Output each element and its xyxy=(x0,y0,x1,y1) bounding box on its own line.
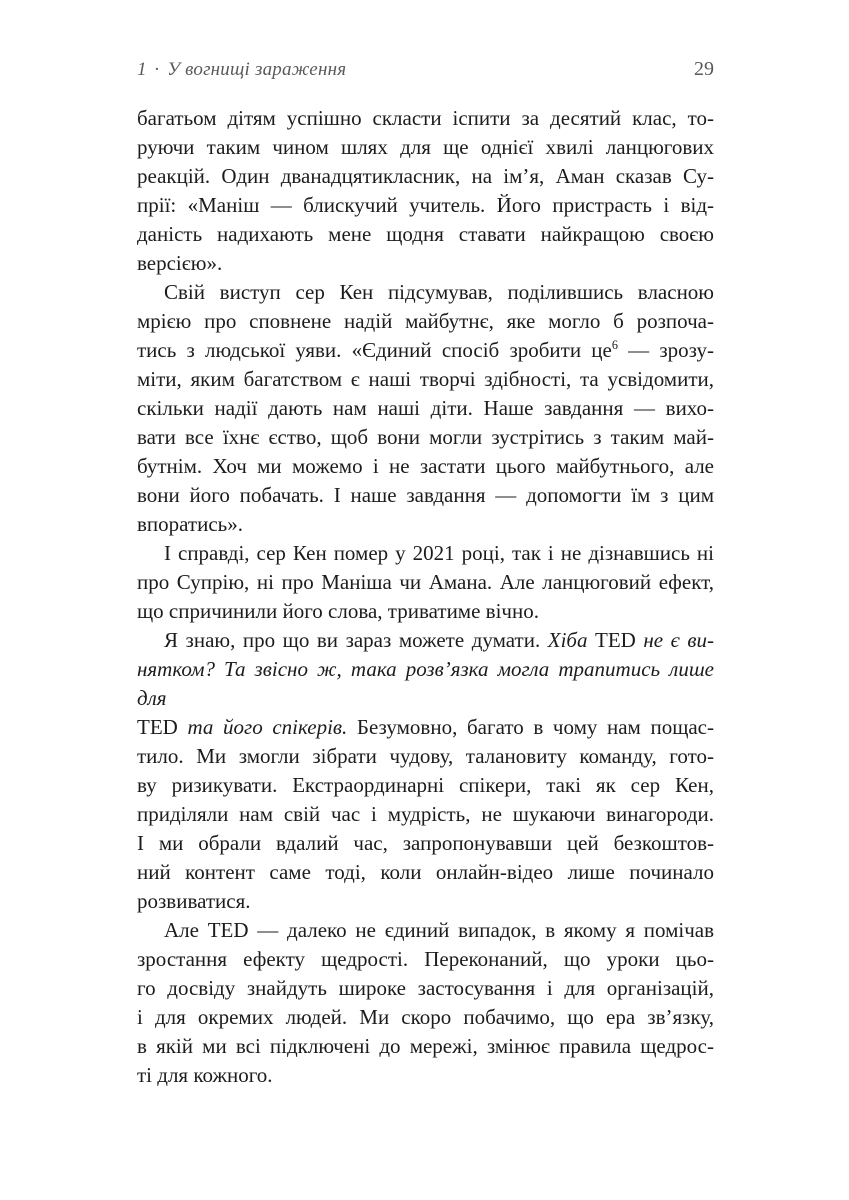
text-line xyxy=(137,249,714,278)
text-segment: ний контент саме тоді, коли онлайн-відео лише починало xyxy=(137,860,714,884)
text-line xyxy=(137,133,714,162)
text-line xyxy=(137,191,714,220)
text-segment: зростання ефекту щедрості. Переконаний, що уроки цьо- xyxy=(137,947,714,971)
text-line xyxy=(137,1061,714,1090)
running-head-separator: · xyxy=(153,59,161,80)
text-line xyxy=(137,278,714,307)
paragraph xyxy=(137,916,714,1090)
text-segment: го досвіду знайдуть широке застосування і для організацій, xyxy=(137,976,714,1000)
text-line xyxy=(137,626,714,655)
text-line xyxy=(137,220,714,249)
text-segment: багатьом дітям успішно скласти іспити за десятий клас, то- xyxy=(137,106,714,130)
paragraph xyxy=(137,278,714,539)
italic-text-segment: та його спікерів. xyxy=(177,715,348,739)
text-line xyxy=(137,568,714,597)
paragraph xyxy=(137,626,714,916)
text-segment: Я знаю, про що ви зараз можете думати. xyxy=(164,628,548,652)
page-number: 29 xyxy=(694,58,714,80)
text-segment: тись з людської уяви. «Єдиний спосіб зробити це xyxy=(137,338,612,362)
chapter-number: 1 xyxy=(137,59,147,80)
text-line xyxy=(137,307,714,336)
text-line xyxy=(137,858,714,887)
text-line xyxy=(137,452,714,481)
text-segment: І справді, сер Кен помер у 2021 році, так і не дізнавшись ні xyxy=(164,541,714,565)
text-line xyxy=(137,1032,714,1061)
text-segment: даність надихають мене щодня ставати найкращою своєю xyxy=(137,222,714,246)
text-line xyxy=(137,423,714,452)
page-header xyxy=(137,58,714,81)
text-line xyxy=(137,742,714,771)
text-segment: і для окремих людей. Ми скоро побачимо, що ера зв’язку, xyxy=(137,1005,714,1029)
paragraph xyxy=(137,104,714,278)
text-line xyxy=(137,974,714,1003)
text-segment: — зрозу- xyxy=(617,338,714,362)
text-line xyxy=(137,394,714,423)
text-segment: приділяли нам свій час і мудрість, не шукаючи винагороди. xyxy=(137,802,714,826)
text-line xyxy=(137,829,714,858)
text-line xyxy=(137,655,714,713)
text-line xyxy=(137,510,714,539)
text-line xyxy=(137,162,714,191)
italic-text-segment: Хіба xyxy=(547,628,596,652)
footnote-reference: 6 xyxy=(611,338,618,352)
text-segment: бутнім. Хоч ми можемо і не застати цього майбутнього, але xyxy=(137,454,714,478)
text-line xyxy=(137,713,714,742)
text-segment: що спричинили його слова, триватиме вічно. xyxy=(137,599,539,623)
text-segment: реакцій. Один дванадцятикласник, на ім’я, Аман сказав Су- xyxy=(137,164,714,188)
text-segment: ву ризикувати. Екстраординарні спікери, такі як сер Кен, xyxy=(137,773,714,797)
text-line xyxy=(137,800,714,829)
text-segment: І ми обрали вдалий час, запропонувавши цей безкоштов- xyxy=(137,831,714,855)
text-segment: розвиватися. xyxy=(137,889,251,913)
text-segment: вони його побачать. І наше завдання — допомогти їм з цим xyxy=(137,483,714,507)
text-segment: Але TED — далеко не єдиний випадок, в якому я помічав xyxy=(164,918,714,942)
text-segment: Свій виступ сер Кен підсумував, поділившись власною xyxy=(164,280,714,304)
text-segment: версією». xyxy=(137,251,223,275)
italic-text-segment: нятком? Та звісно ж, така розв’язка могла трапитись лише для xyxy=(137,657,714,710)
text-line xyxy=(137,887,714,916)
text-segment: скільки надії дають нам наші діти. Наше завдання — вихо- xyxy=(137,396,714,420)
text-line xyxy=(137,945,714,974)
text-segment: TED xyxy=(137,715,178,739)
text-segment: мрією про сповнене надій майбутнє, яке могло б розпоча- xyxy=(137,309,714,333)
text-segment: вати все їхнє єство, щоб вони могли зустрітись з таким май- xyxy=(137,425,714,449)
text-line xyxy=(137,771,714,800)
text-line xyxy=(137,539,714,568)
text-line xyxy=(137,597,714,626)
paragraph xyxy=(137,539,714,626)
text-segment: міти, яким багатством є наші творчі здібності, та усвідомити, xyxy=(137,367,714,391)
text-line xyxy=(137,336,714,365)
text-segment: TED xyxy=(595,628,636,652)
text-segment: про Супрію, ні про Маніша чи Амана. Але ланцюговий ефект, xyxy=(137,570,714,594)
text-segment: в якій ми всі підключені до мережі, змінює правила щедрос- xyxy=(137,1034,714,1058)
text-line xyxy=(137,365,714,394)
text-segment: руючи таким чином шлях для ще однієї хвилі ланцюгових xyxy=(137,135,714,159)
chapter-title: У вогнищі зараження xyxy=(167,59,347,80)
text-segment: впоратись». xyxy=(137,512,243,536)
text-segment: тило. Ми змогли зібрати чудову, талановиту команду, гото- xyxy=(137,744,714,768)
text-segment: прії: «Маніш — блискучий учитель. Його пристрасть і від- xyxy=(137,193,714,217)
text-line xyxy=(137,481,714,510)
text-block xyxy=(137,104,714,1090)
text-line xyxy=(137,916,714,945)
text-segment: ті для кожного. xyxy=(137,1063,273,1087)
italic-text-segment: не є ви- xyxy=(635,628,714,652)
running-head xyxy=(137,59,346,81)
text-line xyxy=(137,1003,714,1032)
text-line xyxy=(137,104,714,133)
text-segment: Безумовно, багато в чому нам пощас- xyxy=(347,715,714,739)
